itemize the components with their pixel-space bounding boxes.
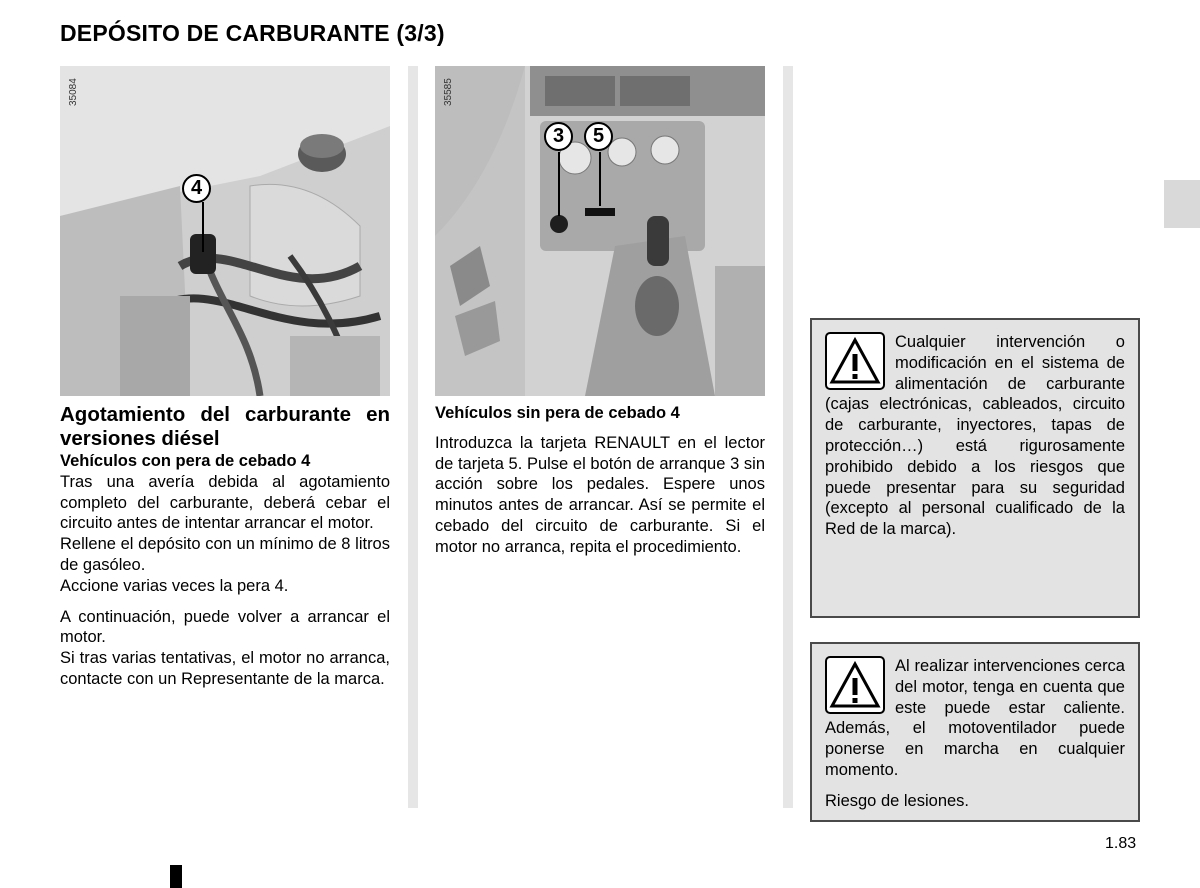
paragraph: Accione varias veces la pera 4. (60, 576, 289, 595)
figure-code: 35585 (443, 78, 454, 106)
callout-5: 5 (584, 122, 613, 151)
middle-column (435, 403, 765, 558)
paragraph: A continuación, puede volver a arrancar el motor. (60, 607, 390, 647)
left-column (60, 403, 390, 690)
warning-text: Cualquier intervención o modificación en el sistema de alimentación de carburante (cajas electrónicas, cableados, circuito de carburante, inyectores, tapas de protección…) está rigurosamente prohibido debido a los riesgos que puede presentar para su seguridad (excepto al personal cualificado de la Red de la marca). (825, 333, 1125, 539)
paragraph: Introduzca la tarjeta RENAULT en el lector de tarjeta 5. Pulse el botón de arranque 3 sin acción sobre los pedales. Espere unos minutos antes de arrancar. Así se permite el cebado del circuito de carburante. Si el motor no arranca, repita el procedimiento. (435, 433, 765, 556)
column-divider (408, 66, 418, 808)
column-divider (783, 66, 793, 808)
paragraph: Si tras varias tentativas, el motor no arranca, contacte con un Representante de la marca. (60, 649, 390, 688)
section-tab (1164, 180, 1200, 228)
paragraph: Tras una avería debida al agotamiento completo del carburante, deberá cebar el circuito antes de intentar arrancar el motor. (60, 472, 390, 533)
callout-3: 3 (544, 122, 573, 151)
sub-heading: Vehículos con pera de cebado 4 (60, 452, 311, 470)
warning-triangle-icon (825, 332, 885, 390)
sub-heading: Vehículos sin pera de cebado 4 (435, 404, 680, 422)
page-number: 1.83 (1105, 835, 1137, 852)
warning-note: Riesgo de lesiones. (825, 791, 970, 810)
warning-text: Al realizar intervenciones cerca del motor, tenga en cuenta que este puede estar caliente. Además, el motoventilador puede ponerse en marcha en cualquier momento. (825, 657, 1125, 779)
warning-box (810, 318, 1140, 618)
engine-bay-photo (60, 66, 390, 396)
page-title: DEPÓSITO DE CARBURANTE (3/3) (60, 20, 445, 46)
figure-code: 35084 (68, 78, 79, 106)
warning-box (810, 642, 1140, 822)
crop-mark (170, 865, 182, 888)
warning-triangle-icon (825, 656, 885, 714)
section-heading: Agotamiento del carburante en versiones diésel (60, 403, 390, 450)
paragraph: Rellene el depósito con un mínimo de 8 litros de gasóleo. (60, 535, 390, 574)
dashboard-photo (435, 66, 765, 396)
callout-4: 4 (182, 174, 211, 203)
